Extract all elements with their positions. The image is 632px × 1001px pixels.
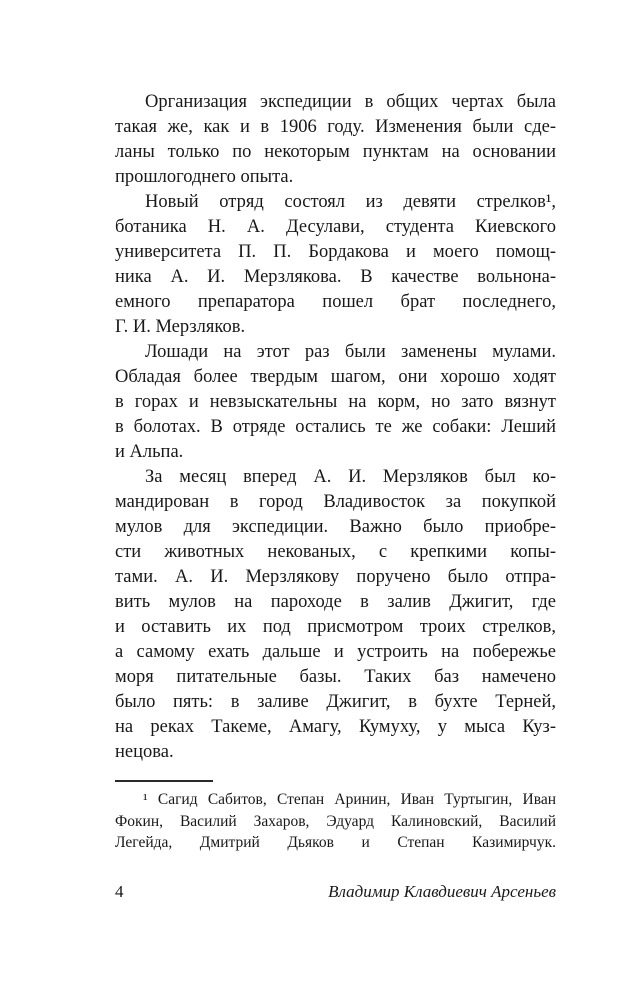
text-line: сти животных некованых, с крепкими копы- bbox=[115, 542, 556, 562]
text-line: в болотах. В отряде остались те же собаки: Леший bbox=[115, 417, 556, 437]
text-line: ланы только по некоторым пунктам на основании bbox=[115, 142, 556, 162]
footnote-divider bbox=[115, 780, 213, 782]
text-line: За месяц вперед А. И. Мерзляков был ко- bbox=[145, 467, 556, 487]
text-line: Обладая более твердым шагом, они хорошо ходят bbox=[115, 367, 556, 387]
paragraph bbox=[115, 340, 556, 465]
footnote-line: Фокин, Василий Захаров, Эдуард Калиновский, Василий bbox=[115, 812, 556, 830]
text-line: Лошади на этот раз были заменены мулами. bbox=[145, 342, 556, 362]
text-line: такая же, как и в 1906 году. Изменения были сде- bbox=[115, 117, 556, 137]
text-line: и оставить их под присмотром троих стрелков, bbox=[115, 617, 556, 637]
text-line: мулов для экспедиции. Важно было приобре- bbox=[115, 517, 556, 537]
text-line: тами. А. И. Мерзлякову поручено было отпра- bbox=[115, 567, 556, 587]
text-line: прошлогоднего опыта. bbox=[115, 167, 294, 187]
text-line: в горах и невзыскательны на корм, но зато вязнут bbox=[115, 392, 556, 412]
footnote-section bbox=[115, 780, 556, 854]
paragraph bbox=[115, 190, 556, 340]
text-line: на реках Такеме, Амагу, Кумуху, у мыса Куз- bbox=[115, 717, 556, 737]
text-line: емного препаратора пошел брат последнего, bbox=[115, 292, 556, 312]
text-line: ботаника Н. А. Десулави, студента Киевского bbox=[115, 217, 556, 237]
text-line: и Альпа. bbox=[115, 442, 184, 462]
footnote-line: ¹ Сагид Сабитов, Степан Аринин, Иван Туртыгин, Иван bbox=[143, 791, 556, 808]
text-line: а самому ехать дальше и устроить на побережье bbox=[115, 642, 556, 662]
text-line: Г. И. Мерзляков. bbox=[115, 317, 246, 337]
text-line: вить мулов на пароходе в залив Джигит, где bbox=[115, 592, 556, 612]
text-line: мандирован в город Владивосток за покупкой bbox=[115, 492, 556, 512]
page-number: 4 bbox=[115, 882, 124, 901]
paragraph bbox=[115, 465, 556, 765]
footnote-text bbox=[115, 789, 556, 854]
footnote-line: Легейда, Дмитрий Дьяков и Степан Казимирчук. bbox=[115, 834, 556, 851]
text-line: университета П. П. Бордакова и моего помощ- bbox=[115, 242, 556, 262]
text-line: было пять: в заливе Джигит, в бухте Терней, bbox=[115, 692, 556, 712]
text-line: моря питательные базы. Таких баз намечено bbox=[115, 667, 556, 687]
text-line: Организация экспедиции в общих чертах была bbox=[145, 92, 556, 112]
running-title-author: Владимир Клавдиевич Арсеньев bbox=[328, 882, 556, 901]
page-footer bbox=[115, 882, 556, 902]
text-line: Новый отряд состоял из девяти стрелков¹, bbox=[145, 192, 556, 212]
text-line: ника А. И. Мерзлякова. В качестве вольнона- bbox=[115, 267, 556, 287]
body-text bbox=[115, 90, 556, 765]
paragraph bbox=[115, 90, 556, 190]
text-line: нецова. bbox=[115, 742, 174, 762]
